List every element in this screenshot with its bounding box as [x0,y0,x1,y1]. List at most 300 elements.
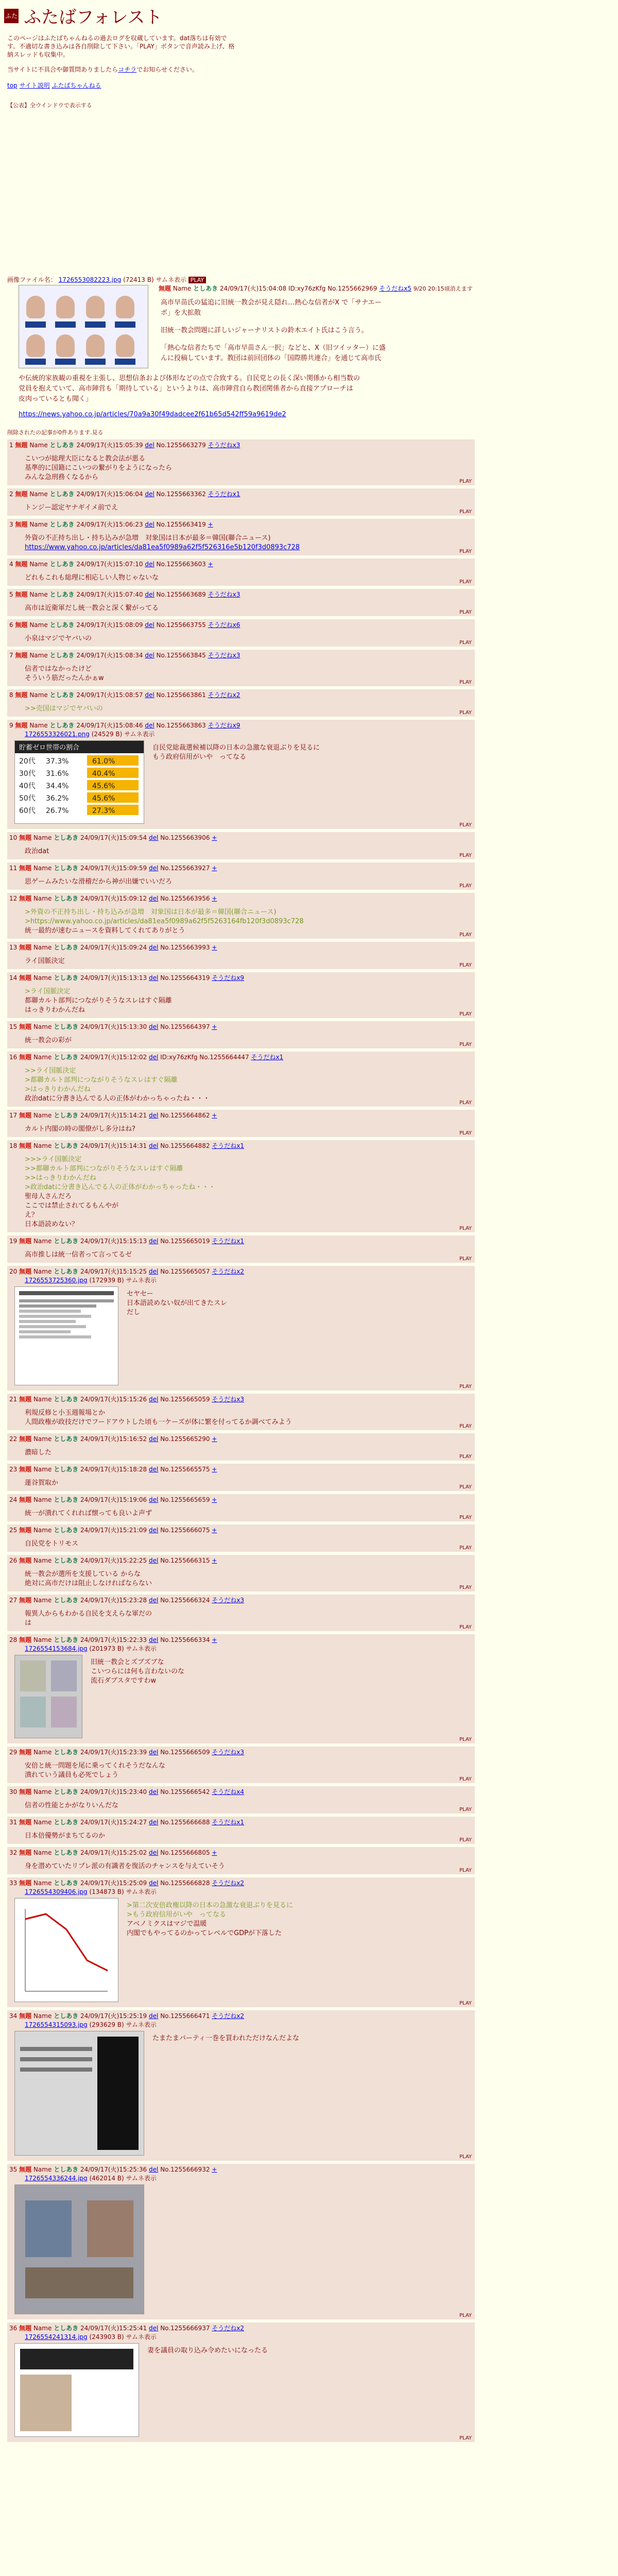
reply-22 [7,1433,475,1461]
reply-play-button[interactable]: PLAY [459,710,472,716]
reply-play-button[interactable]: PLAY [459,1423,472,1429]
nav-top-link[interactable]: top [7,82,18,89]
reply-body [25,634,473,643]
reply-body [25,877,473,887]
reply-del-link[interactable]: del [145,442,154,449]
reply-number: 2 [9,490,13,498]
reply-user: としあき [54,1819,79,1826]
reply-number: 10 [9,834,18,841]
svg-text:27.3%: 27.3% [92,807,115,815]
reply-play-button[interactable]: PLAY [459,1737,472,1742]
site-logo[interactable]: ふたば [4,9,19,23]
reply-sodane[interactable]: そうだねx3 [208,652,241,659]
reply-no[interactable]: No.1255664882 [160,1142,210,1149]
reply-subject: 無題 [15,591,28,598]
reply-del-link[interactable]: del [149,1396,159,1403]
reply-no[interactable]: No.1255666471 [160,2012,210,2020]
reply-17 [7,1110,475,1137]
reply-body [25,1409,473,1427]
reply-33 [7,1877,475,2007]
site-title[interactable]: ふたばフォレスト [24,7,163,28]
reply-sodane[interactable]: + [212,1112,217,1119]
reply-user: としあき [49,591,75,598]
reply-image-link[interactable]: 1726554315093.jpg [25,2021,88,2028]
reply-date: 24/09/17(火)15:18:28 [80,1466,147,1473]
reply-sodane[interactable]: + [208,561,213,568]
reply-play-button[interactable]: PLAY [459,1807,472,1812]
thumb-nameplate [55,359,76,365]
reply-play-button[interactable]: PLAY [459,1226,472,1231]
reply-line: は [25,1619,32,1627]
reply-del-link[interactable]: del [149,1788,159,1795]
reply-date: 24/09/17(火)15:23:28 [80,1597,147,1604]
reply-play-button[interactable]: PLAY [459,609,472,615]
reply-del-link[interactable]: del [149,1557,159,1564]
reply-play-button[interactable]: PLAY [459,509,472,515]
reply-sodane[interactable]: + [212,2166,217,2173]
reply-user: としあき [54,2166,79,2173]
reply-user: としあき [54,1054,79,1061]
reply-name-label: Name [29,490,48,498]
reply-play-button[interactable]: PLAY [459,2435,472,2441]
reply-subject: 無題 [19,2012,32,2020]
reply-number: 14 [9,974,18,981]
reply-14 [7,972,475,1018]
reply-header [9,973,473,982]
reply-del-link[interactable]: del [145,521,154,528]
reply-date: 24/09/17(火)15:23:40 [80,1788,147,1795]
op-article-link[interactable]: https://news.yahoo.co.jp/articles/70a9a30f49dadcee2f61b65d542ff59a9619de2 [19,411,286,418]
reply-no[interactable]: No.1255666828 [160,1879,210,1887]
reply-sodane[interactable]: そうだねx6 [208,621,241,629]
reply-no[interactable]: No.1255664319 [160,974,210,981]
reply-no[interactable]: No.1255663906 [160,834,210,841]
reply-no[interactable]: No.1255663689 [156,591,206,598]
reply-del-link[interactable]: del [149,1879,159,1887]
reply-user: としあき [49,691,75,699]
reply-no[interactable]: No.1255663362 [156,490,206,498]
reply-del-link[interactable]: del [145,652,154,659]
reply-date: 24/09/17(火)15:09:12 [80,895,147,902]
op-image-link[interactable]: 1726553082223.jpg [58,276,122,283]
reply-body [25,1570,473,1588]
reply-del-link[interactable]: del [149,865,159,872]
reply-play-button[interactable]: PLAY [459,2001,472,2006]
reply-header [9,1818,473,1826]
reply-body [25,1250,473,1260]
reply-no[interactable]: No.1255666937 [160,2325,210,2332]
reply-image-link[interactable]: 1726553326021.png [25,731,90,738]
reply-sodane[interactable]: そうだねx9 [208,722,241,729]
reply-play-button[interactable]: PLAY [459,579,472,585]
reply-number: 17 [9,1112,18,1119]
reply-no[interactable]: No.1255664397 [160,1023,210,1030]
reply-sodane[interactable]: + [212,944,217,951]
reply-number: 4 [9,561,13,568]
reply-12 [7,893,475,939]
reply-play-button[interactable]: PLAY [459,2154,472,2160]
reply-del-link[interactable]: del [149,1597,159,1604]
reply-body [25,534,473,552]
reply-no[interactable]: No.1255663863 [156,722,206,729]
reply-15 [7,1021,475,1048]
reply-date: 24/09/17(火)15:15:13 [80,1238,147,1245]
reply-image-info [25,1644,473,1653]
reply-del-link[interactable]: del [149,1496,159,1503]
reply-number: 21 [9,1396,18,1403]
reply-sodane[interactable]: そうだねx2 [212,1268,245,1275]
reply-name-label: Name [33,1879,52,1887]
reply-image[interactable] [14,1286,118,1385]
reply-no[interactable]: No.1255665059 [160,1396,210,1403]
reply-del-link[interactable]: del [149,1527,159,1534]
reply-line: >>ライ国脈決定 [25,1067,76,1075]
reply-user: としあき [54,1238,79,1245]
reply-body [25,908,473,936]
reply-name-label: Name [33,834,52,841]
reply-no[interactable]: No.1255665019 [160,1238,210,1245]
reply-no[interactable]: No.1255663861 [156,691,206,699]
reply-date: 24/09/17(火)15:25:09 [80,1879,147,1887]
reply-del-link[interactable]: del [149,1749,159,1756]
reply-subject: 無題 [19,944,32,951]
contact-line [0,59,618,74]
reply-no[interactable]: No.1255666932 [160,2166,210,2173]
reply-line: 政治datに分書き込んでる人の正体がわかっちゃったね・・・ [25,1095,210,1103]
op-date: 24/09/17(火)15:04:08 [219,285,287,292]
reply-name-label: Name [33,1527,52,1534]
reply-line: トンジー認定ヤナギイメ前でえ [25,504,118,512]
reply-image[interactable] [14,740,144,824]
reply-play-button[interactable]: PLAY [459,1454,472,1460]
reply-image-size: (243903 B) [89,2333,124,2341]
reply-del-link[interactable]: del [149,1849,159,1856]
reply-header [9,1141,473,1150]
reply-name-label: Name [33,1466,52,1473]
reply-sodane[interactable]: そうだねx1 [212,1238,245,1245]
reply-subject: 無題 [19,2166,32,2173]
reply-del-link[interactable]: del [149,2325,159,2332]
svg-text:50代: 50代 [19,794,36,803]
svg-text:45.6%: 45.6% [92,782,115,790]
reply-del-link[interactable]: del [149,1238,159,1245]
reply-play-button[interactable]: PLAY [459,932,472,938]
reply-del-link[interactable]: del [149,1023,159,1030]
reply-number: 30 [9,1788,18,1795]
reply-del-link[interactable]: del [149,1268,159,1275]
reply-del-link[interactable]: del [145,490,154,498]
reply-number: 28 [9,1636,18,1643]
contact-link[interactable]: コチラ [118,66,137,73]
reply-header [9,489,473,498]
reply-body [25,1479,473,1488]
reply-no[interactable]: No.1255665575 [160,1466,210,1473]
reply-no[interactable]: No.1255663755 [156,621,206,629]
reply-sodane[interactable]: そうだねx3 [212,1749,245,1756]
reply-31 [7,1817,475,1844]
reply-no[interactable]: No.1255665659 [160,1496,210,1503]
reply-sodane[interactable]: + [212,895,217,902]
reply-no[interactable]: No.1255666805 [160,1849,210,1856]
reply-play-button[interactable]: PLAY [459,822,472,828]
reply-no[interactable]: No.1255665290 [160,1435,210,1443]
reply-name-label: Name [33,1142,52,1149]
reply-sodane[interactable]: そうだねx1 [212,1819,245,1826]
reply-date: 24/09/17(火)15:09:24 [80,944,147,951]
reply-line: 都聯カルト部判につながりそうなスレはすぐ隔離 [25,997,172,1005]
svg-text:60代: 60代 [19,807,36,815]
reply-no[interactable]: No.1255663603 [156,561,206,568]
reply-play-button[interactable]: PLAY [459,1545,472,1551]
reply-del-link[interactable]: del [149,1435,159,1443]
reply-sodane[interactable]: そうだねx1 [251,1054,284,1061]
reply-line: セヤセー [127,1290,153,1298]
reply-19 [7,1235,475,1263]
reply-no[interactable]: No.1255666688 [160,1819,210,1826]
reply-no[interactable]: No.1255666315 [160,1557,210,1564]
reply-subject: 無題 [19,1112,32,1119]
reply-play-button[interactable]: PLAY [459,883,472,889]
reply-play-button[interactable]: PLAY [459,853,472,858]
reply-image-link[interactable]: 1726554153684.jpg [25,1645,88,1652]
reply-date: 24/09/17(火)15:25:19 [80,2012,147,2020]
reply-subject: 無題 [19,1527,32,1534]
reply-user: としあき [54,974,79,981]
reply-date: 24/09/17(火)15:15:25 [80,1268,147,1275]
reply-body [25,1509,473,1518]
reply-image[interactable] [14,2343,139,2437]
reply-del-link[interactable]: del [149,974,159,981]
reply-name-label: Name [33,974,52,981]
reply-number: 16 [9,1054,18,1061]
reply-9 [7,720,475,829]
reply-play-button[interactable]: PLAY [459,1384,472,1389]
reply-header [9,1465,473,1473]
reply-line: ライ国脈決定 [25,957,65,965]
reply-sodane[interactable]: + [212,1496,217,1503]
reply-image[interactable] [14,2031,144,2156]
reply-del-link[interactable]: del [149,834,159,841]
intro-line: す。不適切な書き込みは各自削除して下さい。「PLAY」ボタンで音声読み上げ、格 [7,43,235,50]
reply-play-button[interactable]: PLAY [459,1256,472,1262]
reply-sodane[interactable]: + [212,1849,217,1856]
reply-number: 13 [9,944,18,951]
reply-image-link[interactable]: 1726554336244.jpg [25,2175,88,2182]
reply-del-link[interactable]: del [145,691,154,699]
reply-play-button[interactable]: PLAY [459,1130,472,1136]
reply-del-link[interactable]: del [149,2166,159,2173]
deleted-note[interactable]: 削除されたの記事が0件あります.見る [7,429,104,436]
reply-line: 信者の性能とかがなりいんだな [25,1802,119,1809]
reply-line: ここでは禁止されてるもんやが [25,1202,119,1210]
nav-sitemap-link[interactable]: サイト説明 [19,82,50,89]
reply-name-label: Name [33,1268,52,1275]
reply-play-button[interactable]: PLAY [459,680,472,685]
op-sodane[interactable]: そうだねx5 [379,285,411,292]
reply-image[interactable] [14,1898,118,2002]
play-button[interactable]: PLAY [188,277,206,283]
reply-no[interactable]: ID:xy76zKfg No.1255664447 [160,1054,249,1061]
reply-no[interactable]: No.1255666509 [160,1749,210,1756]
reply-image-info [25,730,473,738]
reply-image-link[interactable]: 1726554241314.jpg [25,2333,88,2341]
reply-number: 1 [9,442,13,449]
contact-text-tail: でお知らせください。 [136,66,198,73]
reply-line: 人間政権が政技だけでフードアウトした頃も一ケーズが体に繁を付ってるか調べてみよう [25,1418,292,1426]
reply-13 [7,942,475,969]
reply-play-button[interactable]: PLAY [459,1868,472,1873]
reply-sodane[interactable]: そうだねx3 [212,1396,245,1403]
reply-sodane[interactable]: + [212,1636,217,1643]
reply-sodane[interactable]: そうだねx2 [212,2012,245,2020]
reply-image-link[interactable]: 1726553725360.jpg [25,1277,88,1284]
reply-play-button[interactable]: PLAY [459,1776,472,1782]
reply-play-button[interactable]: PLAY [459,1484,472,1490]
reply-no[interactable]: No.1255663845 [156,652,206,659]
reply-del-link[interactable]: del [149,895,159,902]
thumb-face [86,296,105,318]
reply-link[interactable]: https://www.yahoo.co.jp/articles/da81ea5f0989a62f5f526316e5b120f3d0893c728 [25,544,300,551]
reply-no[interactable]: No.1255663927 [160,865,210,872]
reply-play-button[interactable]: PLAY [459,2313,472,2318]
reply-play-button[interactable]: PLAY [459,1042,472,1047]
reply-sodane[interactable]: そうだねx2 [212,2325,245,2332]
reply-del-link[interactable]: del [149,1054,159,1061]
reply-no[interactable]: No.1255666542 [160,1788,210,1795]
reply-line: 統一が潰れてくれれば懐っても良いよ声ず [25,1510,152,1517]
reply-sodane[interactable]: そうだねx2 [208,691,241,699]
reply-sodane[interactable]: そうだねx1 [212,1142,245,1149]
reply-35 [7,2164,475,2319]
reply-play-button[interactable]: PLAY [459,1837,472,1843]
reply-sodane[interactable]: + [212,1023,217,1030]
thumb-face [26,334,45,357]
reply-name-label: Name [33,1749,52,1756]
reply-no[interactable]: No.1255664862 [160,1112,210,1119]
reply-play-button[interactable]: PLAY [459,1515,472,1520]
reply-del-link[interactable]: del [145,591,154,598]
reply-play-button[interactable]: PLAY [459,1624,472,1630]
reply-date: 24/09/17(火)15:06:23 [76,521,143,528]
site-intro [0,34,282,59]
reply-sodane[interactable]: + [208,521,213,528]
reply-line: >>売国はマジでヤバいの [25,705,103,713]
reply-user: としあき [54,1557,79,1564]
reply-play-button[interactable]: PLAY [459,1011,472,1017]
reply-no[interactable]: No.1255665057 [160,1268,210,1275]
reply-no[interactable]: No.1255663993 [160,944,210,951]
reply-del-link[interactable]: del [149,1636,159,1643]
reply-image-info [25,2332,473,2341]
reply-list [0,439,618,2442]
reply-sodane[interactable]: + [212,1466,217,1473]
reply-sodane[interactable]: + [212,865,217,872]
reply-sodane[interactable]: + [212,1527,217,1534]
reply-line: >>はっきりわかんだね [25,1174,96,1182]
reply-user: としあき [49,652,75,659]
reply-header [9,1596,473,1604]
reply-no[interactable]: No.1255663419 [156,521,206,528]
op-no[interactable]: No.1255662969 [328,285,377,292]
op-p3c: や伝統的家族観の重視を主張し、思想信条および体形などの点で合致する。自民党との長く深い関係から相当数の [19,375,360,382]
reply-image-tail: サムネ表示 [124,731,155,738]
reply-del-link[interactable]: del [145,722,154,729]
reply-no[interactable]: No.1255666075 [160,1527,210,1534]
nav-futaba-link[interactable]: ふたばちゃんねる [52,82,101,89]
reply-user: としあき [54,1268,79,1275]
op-body-cont [19,374,482,420]
op-thumbnail[interactable] [19,285,148,368]
reply-play-button[interactable]: PLAY [459,640,472,646]
reply-subject: 無題 [19,1879,32,1887]
reply-del-link[interactable]: del [149,2012,159,2020]
svg-text:36.2%: 36.2% [46,794,69,803]
reply-no[interactable]: No.1255663956 [160,895,210,902]
reply-line: アベノミクスはマジで温暖 [127,1920,207,1928]
reply-name-label: Name [29,591,48,598]
intro-line: このページはふたばちゃんねるの過去ログを収蔵しています。dat落ちは有効で [7,35,227,42]
reply-image[interactable] [14,1655,82,1738]
reply-date: 24/09/17(火)15:16:52 [80,1435,147,1443]
reply-sodane[interactable]: そうだねx2 [212,1879,245,1887]
reply-play-button[interactable]: PLAY [459,479,472,484]
reply-line: 日本語読めない？ [25,1221,79,1228]
reply-sodane[interactable]: そうだねx1 [208,490,241,498]
reply-line: たまたまパーティ一巻を買われただけなんだよな [152,2035,299,2042]
reply-play-button[interactable]: PLAY [459,1100,472,1106]
reply-name-label: Name [33,1597,52,1604]
reply-sodane[interactable]: そうだねx9 [212,974,245,981]
reply-7 [7,650,475,686]
reply-user: としあき [54,1466,79,1473]
reply-play-button[interactable]: PLAY [459,962,472,968]
reply-subject: 無題 [19,1749,32,1756]
reply-sodane[interactable]: そうだねx3 [212,1597,245,1604]
reply-del-link[interactable]: del [145,561,154,568]
reply-29 [7,1747,475,1783]
reply-sodane[interactable]: + [212,1557,217,1564]
reply-sodane[interactable]: そうだねx3 [208,591,241,598]
reply-image-link[interactable]: 1726554309406.jpg [25,1888,88,1895]
reply-header [9,620,473,629]
reply-del-link[interactable]: del [149,1142,159,1149]
reply-del-link[interactable]: del [145,621,154,629]
reply-user: としあき [49,722,75,729]
reply-image[interactable] [14,2184,144,2314]
reply-user: としあき [54,2325,79,2332]
reply-no[interactable]: No.1255666324 [160,1597,210,1604]
reply-number: 22 [9,1435,18,1443]
reply-del-link[interactable]: del [149,1466,159,1473]
reply-header [9,894,473,903]
reply-sodane[interactable]: + [212,1435,217,1443]
reply-del-link[interactable]: del [149,1112,159,1119]
reply-no[interactable]: No.1255666334 [160,1636,210,1643]
reply-user: としあき [54,1879,79,1887]
reply-sodane[interactable]: そうだねx4 [212,1788,245,1795]
reply-del-link[interactable]: del [149,1819,159,1826]
reply-no[interactable]: No.1255663279 [156,442,206,449]
reply-image-size: (172939 B) [89,1277,124,1284]
reply-play-button[interactable]: PLAY [459,549,472,554]
reply-user: としあき [54,1142,79,1149]
reply-sodane[interactable]: + [212,834,217,841]
reply-play-button[interactable]: PLAY [459,1585,472,1590]
reply-del-link[interactable]: del [149,944,159,951]
reply-line: 外資の不正持ち出し・持ち込みが急増 対象国は日本が最多＝韓国(聯合ニュース) [25,534,271,542]
reply-sodane[interactable]: そうだねx3 [208,442,241,449]
reply-image-info [25,1276,473,1284]
